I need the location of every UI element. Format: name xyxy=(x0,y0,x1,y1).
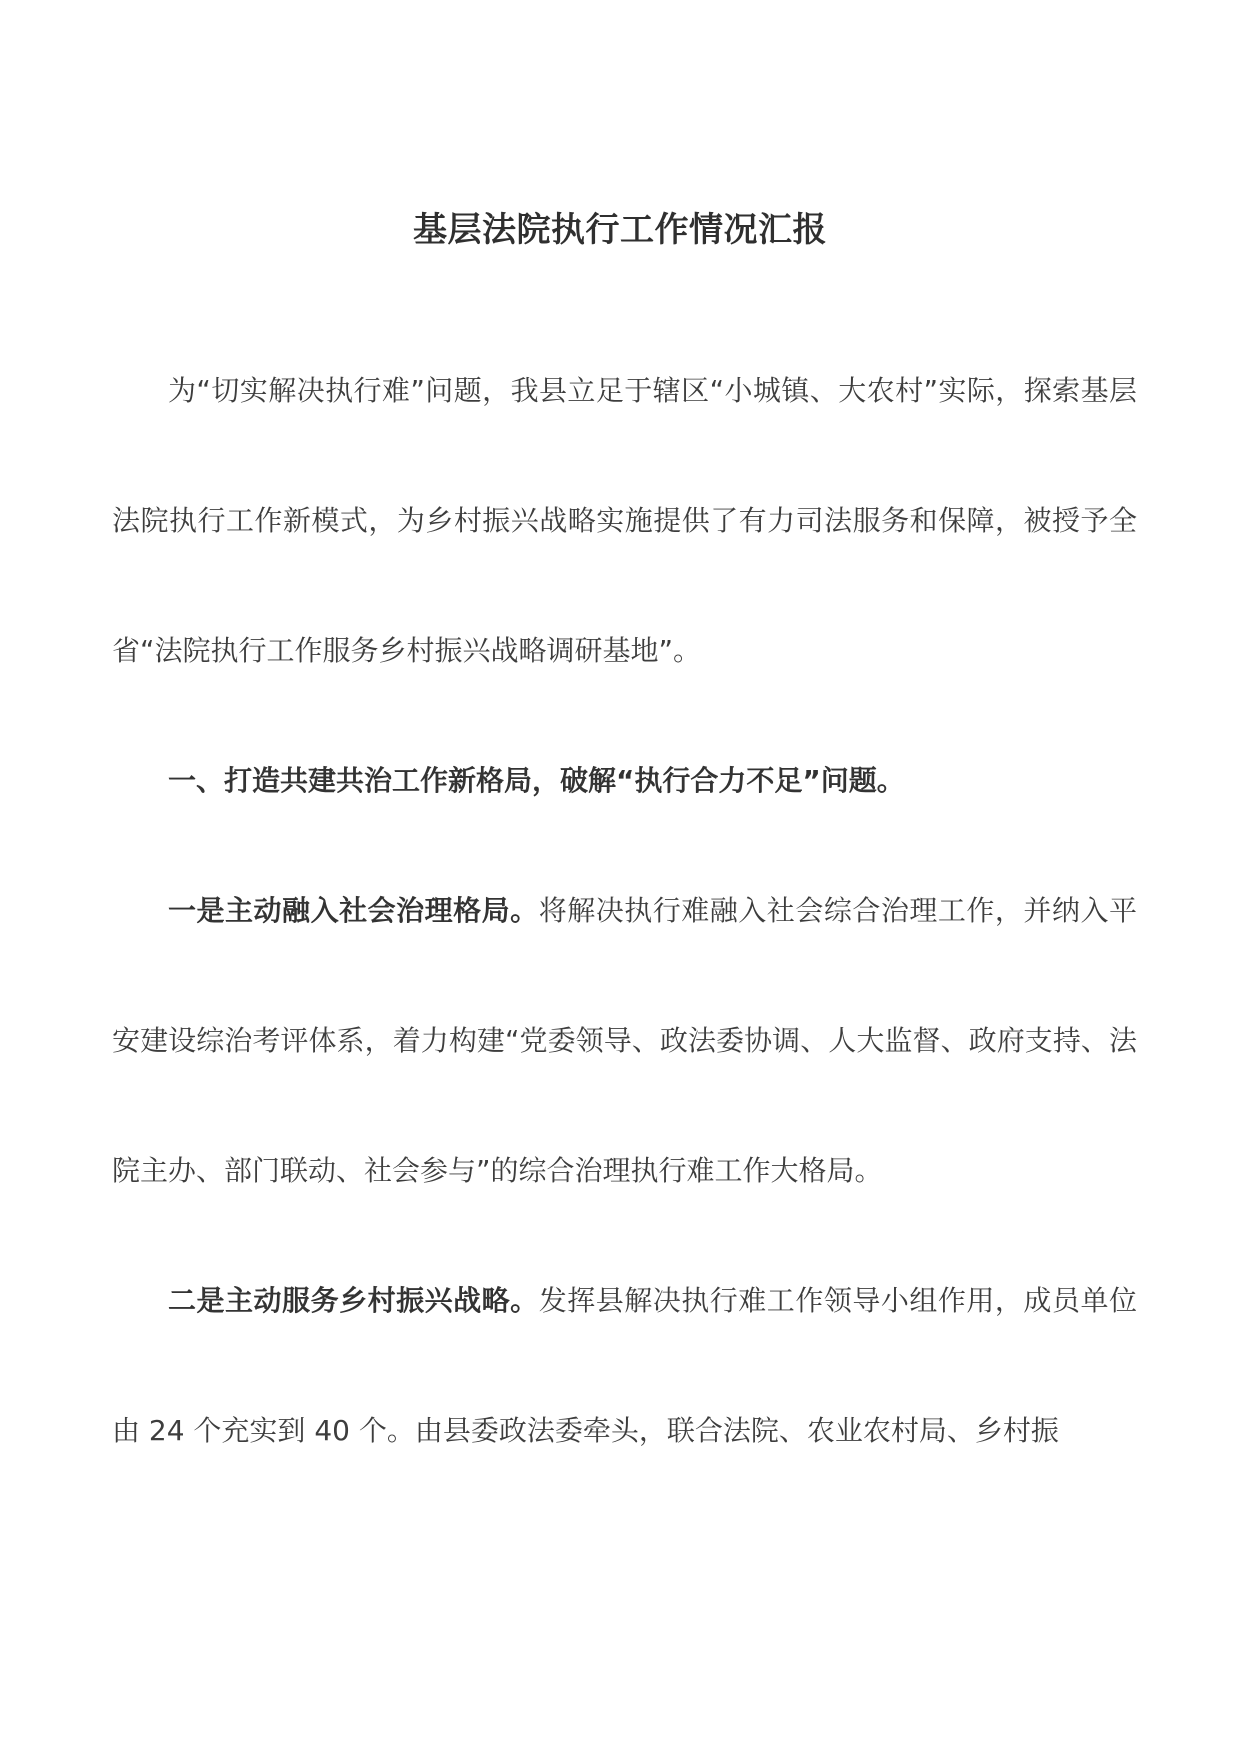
point-two-lead: 二是主动服务乡村振兴战略。 xyxy=(168,1284,539,1317)
point-one-lead: 一是主动融入社会治理格局。 xyxy=(168,894,539,927)
point-two-text: 发挥县解决执行难工作领导小组作用，成员单位由 24 个充实到 40 个。由县委政法委牵头，联合法院、农业农村局、乡村振 xyxy=(112,1284,1137,1447)
document-body xyxy=(112,326,1137,1496)
intro-paragraph: 为“切实解决执行难”问题，我县立足于辖区“小城镇、大农村”实际，探索基层法院执行工作新模式，为乡村振兴战略实施提供了有力司法服务和保障，被授予全省“法院执行工作服务乡村振兴战略调研基地”。 xyxy=(112,374,1137,667)
point-two-paragraph xyxy=(112,1236,1137,1496)
point-one-paragraph xyxy=(112,846,1137,1236)
point-one-text: 将解决执行难融入社会综合治理工作，并纳入平安建设综治考评体系，着力构建“党委领导、政法委协调、人大监督、政府支持、法院主办、部门联动、社会参与”的综合治理执行难工作大格局。 xyxy=(112,894,1137,1187)
section-heading: 一、打造共建共治工作新格局，破解“执行合力不足”问题。 xyxy=(168,764,905,797)
document-title: 基层法院执行工作情况汇报 xyxy=(413,210,827,250)
